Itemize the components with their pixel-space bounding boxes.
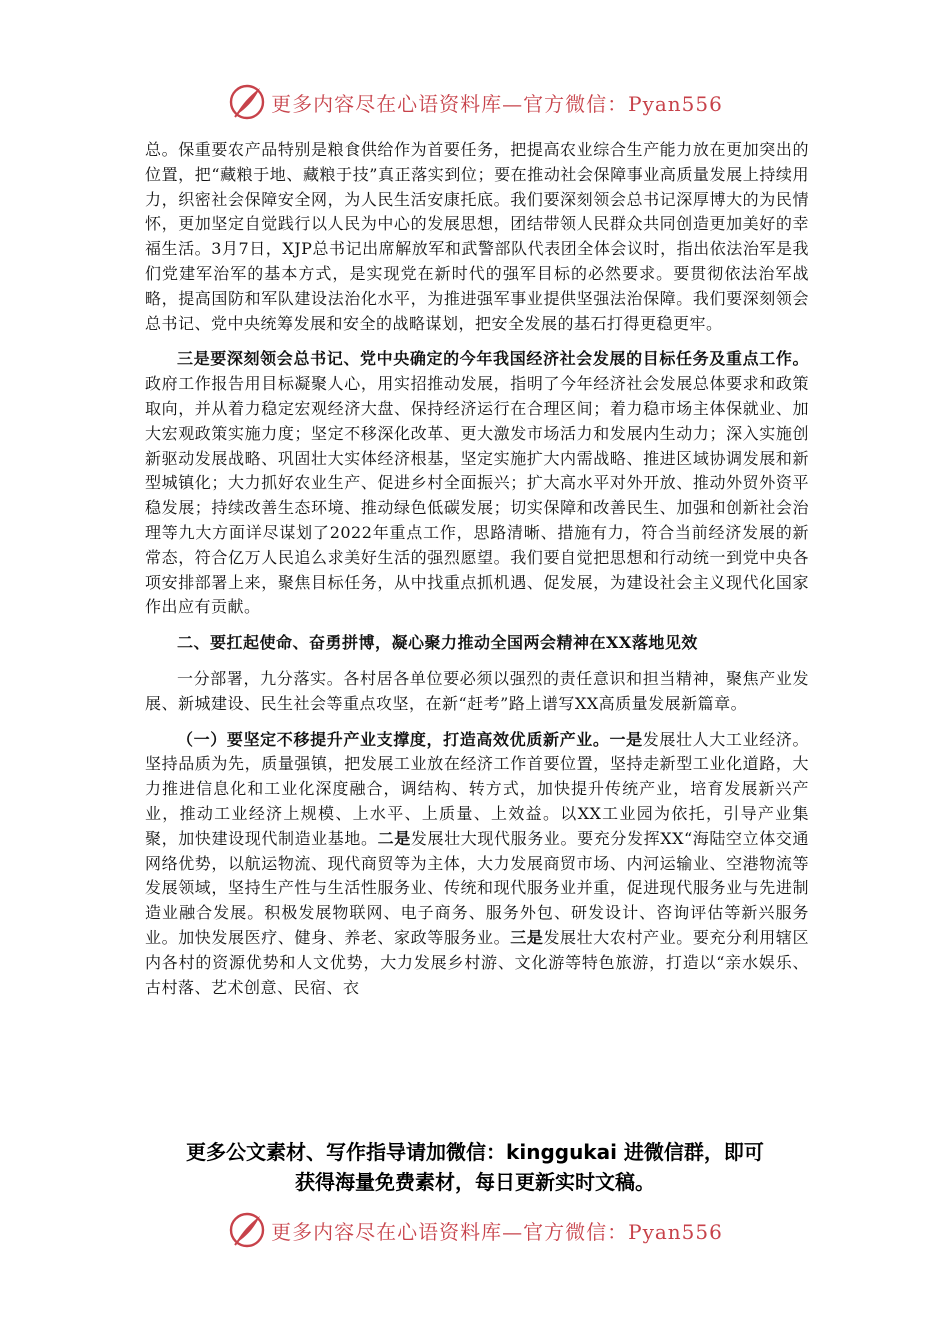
point-two-label: 二是 xyxy=(377,828,411,848)
promo-notice-line2: 获得海量免费素材，每日更新实时文稿。 xyxy=(295,1170,655,1194)
paragraph-point-three xyxy=(145,347,809,620)
section-heading: 二、要扛起使命、奋勇拼博，凝心聚力推动全国两会精神在XX落地见效 xyxy=(177,633,698,653)
promo-notice-line1: 更多公文素材、写作指导请加微信：kinggukai 进微信群，即可 xyxy=(186,1140,764,1164)
paragraph-text: 发展壮人大工业经济。坚持品质为先，质量强镇，把发展工业放在经济工作首要位置，坚持走新型工业化道路，大力推进信息化和工业化深度融合，调结构、转方式，加快提升传统产业，培育发展新兴产业，推动工业经济上规模、上水平、上质量、上效益。以XX工业园为依托，引导产业集聚，加快建设现代制造业基地。 xyxy=(145,729,809,848)
quill-logo-icon xyxy=(227,1210,267,1250)
header-watermark xyxy=(0,80,950,124)
quill-logo-icon xyxy=(227,82,267,122)
paragraph-intro: 一分部署，九分落实。各村居各单位要必须以强烈的责任意识和担当精神，聚焦产业发展、新城建设、民生社会等重点攻坚，在新“赶考”路上谱写XX高质量发展新篇章。 xyxy=(145,668,809,713)
paragraph-lead-bold: 三是要深刻领会总书记、党中央确定的今年我国经济社会发展的目标任务及重点工作。 xyxy=(177,349,809,369)
paragraph-industry xyxy=(145,728,809,1001)
document-body xyxy=(145,138,809,1000)
subsection-heading: （一）要坚定不移提升产业支撑度，打造高效优质新产业。一是 xyxy=(177,729,643,749)
header-watermark-text: 更多内容尽在心语资料库—官方微信：Pyan556 xyxy=(271,91,723,116)
footer-watermark-text: 更多内容尽在心语资料库—官方微信：Pyan556 xyxy=(271,1219,723,1244)
footer-watermark xyxy=(0,1208,950,1252)
point-three-label: 三是 xyxy=(510,927,544,947)
paragraph-continuation: 总。保重要农产品特别是粮食供给作为首要任务，把提高农业综合生产能力放在更加突出的位置，把“藏粮于地、藏粮于技”真正落实到位；要在推动社会保障事业高质量发展上持续用力，织密社会保障安全网，为人民生活安康托底。我们要深刻领会总书记深厚博大的为民情怀，更加坚定自觉践行以人民为中心的发展思想，团结带领人民群众共同创造更加美好的幸福生活。3月7日，XJP总书记出席解放军和武警部队代表团全体会议时，指出依法治军是我们党建军治军的基本方式，是实现党在新时代的强军目标的必然要求。要贯彻依法治军战略，提高国防和军队建设法治化水平，为推进强军事业提供坚强法治保障。我们要深刻领会总书记、党中央统筹发展和安全的战略谋划，把安全发展的基石打得更稳更牢。 xyxy=(145,140,809,333)
promo-notice xyxy=(0,1137,950,1197)
paragraph-text: 政府工作报告用目标凝聚人心，用实招推动发展，指明了今年经济社会发展总体要求和政策取向，并从着力稳定宏观经济大盘、保持经济运行在合理区间；着力稳市场主体保就业、加大宏观政策实施力度；坚定不移深化改革、更大激发市场活力和发展内生动力；深入实施创新驱动发展战略、巩固壮大实体经济根基，坚定实施扩大内需战略、推进区域协调发展和新型城镇化；大力抓好农业生产、促进乡村全面振兴；扩大高水平对外开放、推动外贸外资平稳发展；持续改善生态环境、推动绿色低碳发展；切实保障和改善民生、加强和创新社会治理等九大方面详尽谋划了2022年重点工作，思路清晰、措施有力，符合当前经济发展的新常态，符合亿万人民追么求美好生活的强烈愿望。我们要自觉把思想和行动统一到党中央各项安排部署上来，聚焦目标任务，从中找重点抓机遇、促发展，为建设社会主义现代化国家作出应有贡献。 xyxy=(145,374,809,617)
paragraph-text: 发展壮大现代服务业。要充分发挥XX“海陆空立体交通网络优势，以航运物流、现代商贸等为主体，大力发展商贸市场、内河运输业、空港物流等发展领域，坚持生产性与生活性服务业、传统和现代服务业并重，促进现代服务业与先进制造业融合发展。积极发展物联网、电子商务、服务外包、研发设计、咨询评估等新兴服务业。加快发展医疗、健身、养老、家政等服务业。 xyxy=(145,828,809,947)
paragraph-text: 发展壮大农村产业。要充分利用辖区内各村的资源优势和人文优势，大力发展乡村游、文化游等特色旅游，打造以“亲水娱乐、古村落、艺术创意、民宿、衣 xyxy=(145,927,809,997)
